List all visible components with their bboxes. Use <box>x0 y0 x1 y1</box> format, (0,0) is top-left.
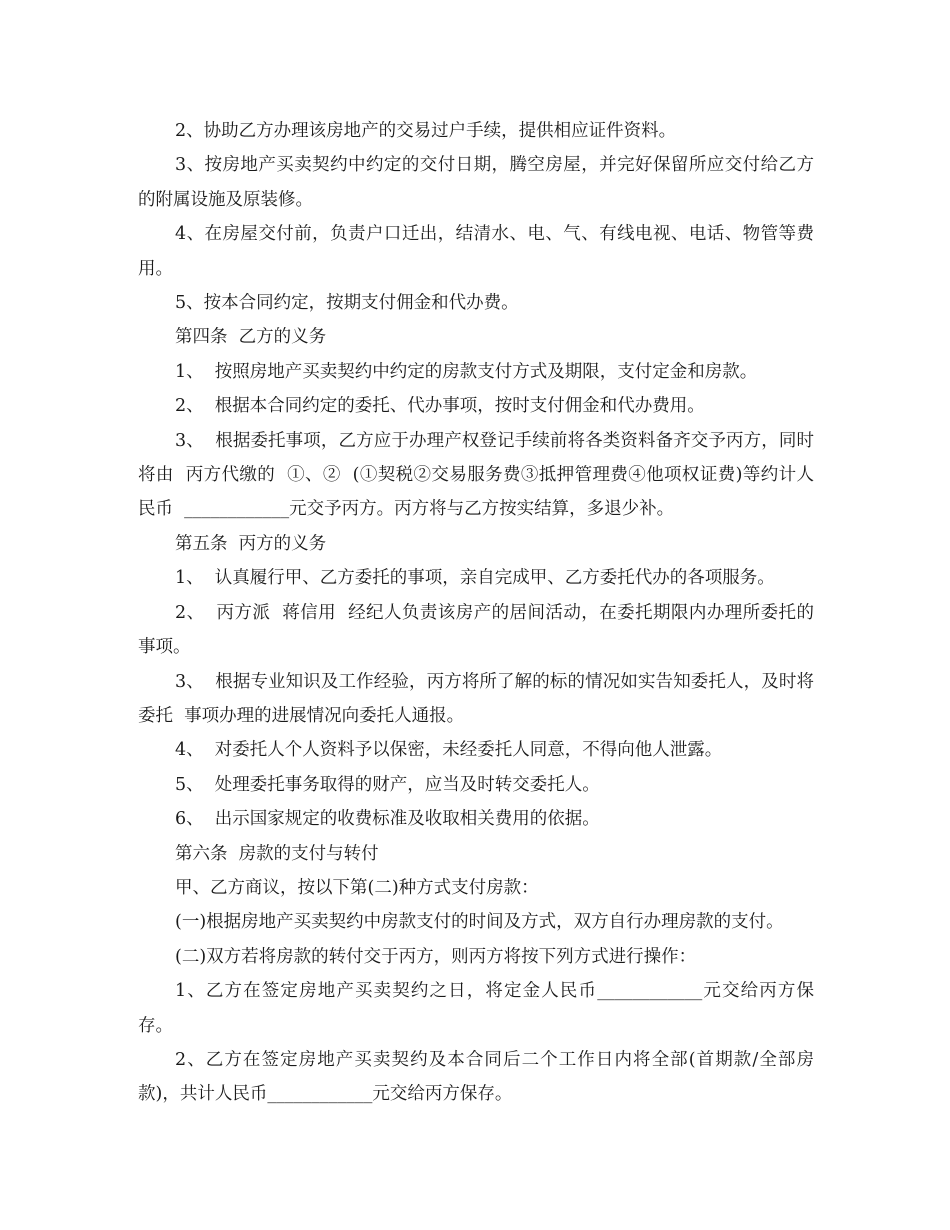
paragraph: (二)双方若将房款的转付交于丙方，则丙方将按下列方式进行操作： <box>175 946 697 967</box>
paragraph: 1、 认真履行甲、乙方委托的事项，亲自完成甲、乙方委托代办的各项服务。 <box>175 568 775 589</box>
paragraph: 2、 丙方派 蒋信用 经纪人负责该房产的居间活动，在委托期限内办理所委托的事项。 <box>138 602 814 658</box>
paragraph: 6、 出示国家规定的收费标准及收取相关费用的依据。 <box>175 809 600 830</box>
paragraph: 5、 处理委托事务取得的财产，应当及时转交委托人。 <box>175 774 600 795</box>
section-heading: 第六条 房款的支付与转付 <box>175 843 379 864</box>
paragraph: 3、 根据委托事项，乙方应于办理产权登记手续前将各类资料备齐交予丙方，同时将由 丙方代缴的 ①、② (①契税②交易服务费③抵押管理费④他项权证费)等约计人民币 ____________元交予丙方。丙方将与乙方按实结算，多退少补。 <box>138 430 814 520</box>
paragraph: (一)根据房地产买卖契约中房款支付的时间及方式，双方自行办理房款的支付。 <box>175 912 784 933</box>
paragraph: 1、乙方在签定房地产买卖契约之日，将定金人民币____________元交给丙方保存。 <box>138 981 814 1036</box>
paragraph: 4、 对委托人个人资料予以保密，未经委托人同意，不得向他人泄露。 <box>175 740 723 761</box>
paragraph: 2、 根据本合同约定的委托、代办事项，按时支付佣金和代办费用。 <box>175 396 705 417</box>
paragraph: 3、 根据专业知识及工作经验，丙方将所了解的标的情况如实告知委托人，及时将委托 事项办理的进展情况向委托人通报。 <box>138 671 814 726</box>
section-heading: 第四条 乙方的义务 <box>175 327 327 348</box>
paragraph: 1、 按照房地产买卖契约中约定的房款支付方式及期限，支付定金和房款。 <box>175 361 758 382</box>
paragraph: 3、按房地产买卖契约中约定的交付日期，腾空房屋，并完好保留所应交付给乙方的附属设施及原装修。 <box>138 155 814 210</box>
paragraph: 5、按本合同约定，按期支付佣金和代办费。 <box>175 293 519 314</box>
paragraph: 甲、乙方商议，按以下第(二)种方式支付房款： <box>175 877 539 898</box>
paragraph: 2、乙方在签定房地产买卖契约及本合同后二个工作日内将全部(首期款/全部房款)，共计人民币____________元交给丙方保存。 <box>138 1049 814 1105</box>
document-body <box>138 114 814 1112</box>
paragraph: 4、在房屋交付前，负责户口迁出，结清水、电、气、有线电视、电话、物管等费用。 <box>138 224 814 279</box>
section-heading: 第五条 丙方的义务 <box>175 533 327 554</box>
paragraph: 2、协助乙方办理该房地产的交易过户手续，提供相应证件资料。 <box>175 121 677 141</box>
